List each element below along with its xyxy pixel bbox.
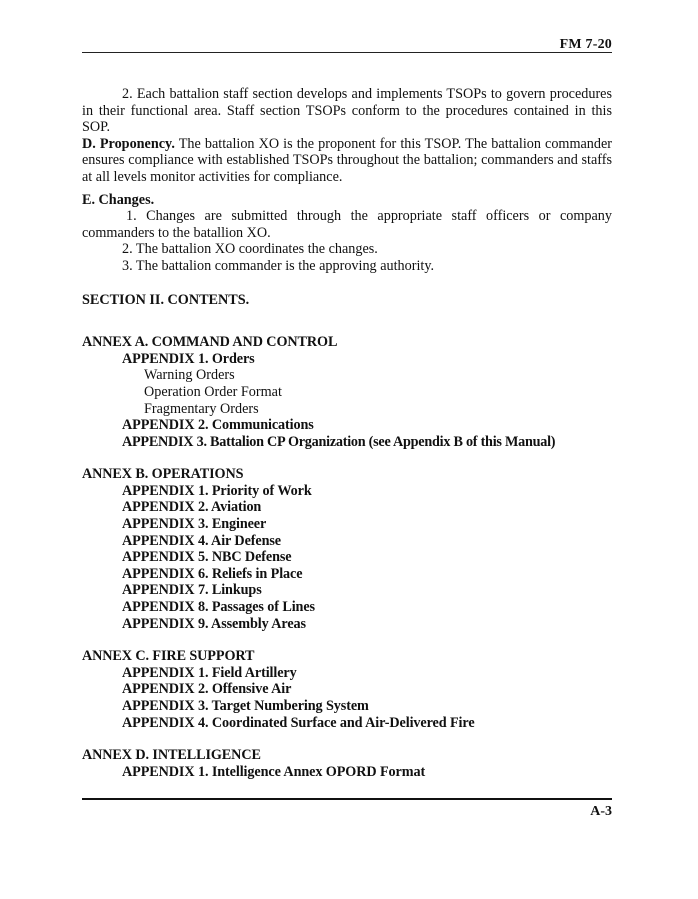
annex-c	[82, 648, 612, 731]
appendix-item: APPENDIX 1. Priority of Work	[122, 482, 312, 499]
annex-title: ANNEX A. COMMAND AND CONTROL	[82, 334, 338, 351]
annex-d	[82, 747, 612, 780]
appendix-item: APPENDIX 4. Coordinated Surface and Air-Delivered Fire	[122, 714, 475, 731]
appendix-item: APPENDIX 8. Passages of Lines	[122, 599, 315, 616]
top-rule	[82, 52, 612, 53]
orders-item: Fragmentary Orders	[144, 400, 259, 417]
appendix-item: APPENDIX 3. Battalion CP Organization (see Appendix B of this Manual)	[122, 433, 556, 450]
appendix-item: APPENDIX 2. Aviation	[122, 499, 262, 516]
appendix-item: APPENDIX 4. Air Defense	[122, 532, 281, 549]
paragraph-2: 2. Each battalion staff section develops and implements TSOPs to govern procedures in their functional area. Staff section TSOPs conform to the procedures contained in this SOP.	[82, 86, 612, 136]
appendix-item: APPENDIX 1. Orders	[122, 350, 255, 367]
bottom-rule	[82, 798, 612, 800]
annex-a	[82, 334, 612, 450]
appendix-item: APPENDIX 1. Field Artillery	[122, 664, 297, 681]
change-item-2: 2. The battalion XO coordinates the changes.	[122, 241, 378, 258]
appendix-item: APPENDIX 6. Reliefs in Place	[122, 565, 303, 582]
annex-title: ANNEX B. OPERATIONS	[82, 466, 244, 483]
orders-item: Warning Orders	[144, 367, 235, 384]
proponency-paragraph	[82, 136, 612, 186]
appendix-item: APPENDIX 7. Linkups	[122, 582, 262, 599]
appendix-item: APPENDIX 9. Assembly Areas	[122, 615, 306, 632]
changes-heading: E. Changes.	[82, 191, 155, 208]
appendix-item: APPENDIX 2. Communications	[122, 417, 314, 434]
change-item-3: 3. The battalion commander is the approving authority.	[122, 257, 435, 274]
annex-list	[82, 334, 612, 780]
proponency-label: D. Proponency.	[82, 135, 175, 152]
section-heading: SECTION II. CONTENTS.	[82, 291, 250, 308]
appendix-item: APPENDIX 2. Offensive Air	[122, 681, 292, 698]
page-content	[82, 86, 612, 796]
appendix-item: APPENDIX 3. Target Numbering System	[122, 698, 369, 714]
orders-item: Operation Order Format	[144, 383, 282, 400]
annex-title: ANNEX D. INTELLIGENCE	[82, 747, 261, 764]
page-number: A-3	[590, 804, 612, 819]
annex-title: ANNEX C. FIRE SUPPORT	[82, 648, 255, 665]
appendix-item: APPENDIX 5. NBC Defense	[122, 549, 292, 566]
appendix-item: APPENDIX 1. Intelligence Annex OPORD Format	[122, 763, 426, 780]
appendix-item: APPENDIX 3. Engineer	[122, 516, 267, 533]
proponency-text: The battalion XO is the proponent for this TSOP. The battalion commander ensures compliance with established TSOPs throughout the battalion; commanders and staffs at all levels monitor activities for compliance.	[82, 135, 613, 185]
annex-b	[82, 466, 612, 632]
change-item-1: 1. Changes are submitted through the appropriate staff officers or company commanders to the batallion XO.	[82, 208, 612, 241]
header-title: FM 7-20	[559, 37, 612, 52]
